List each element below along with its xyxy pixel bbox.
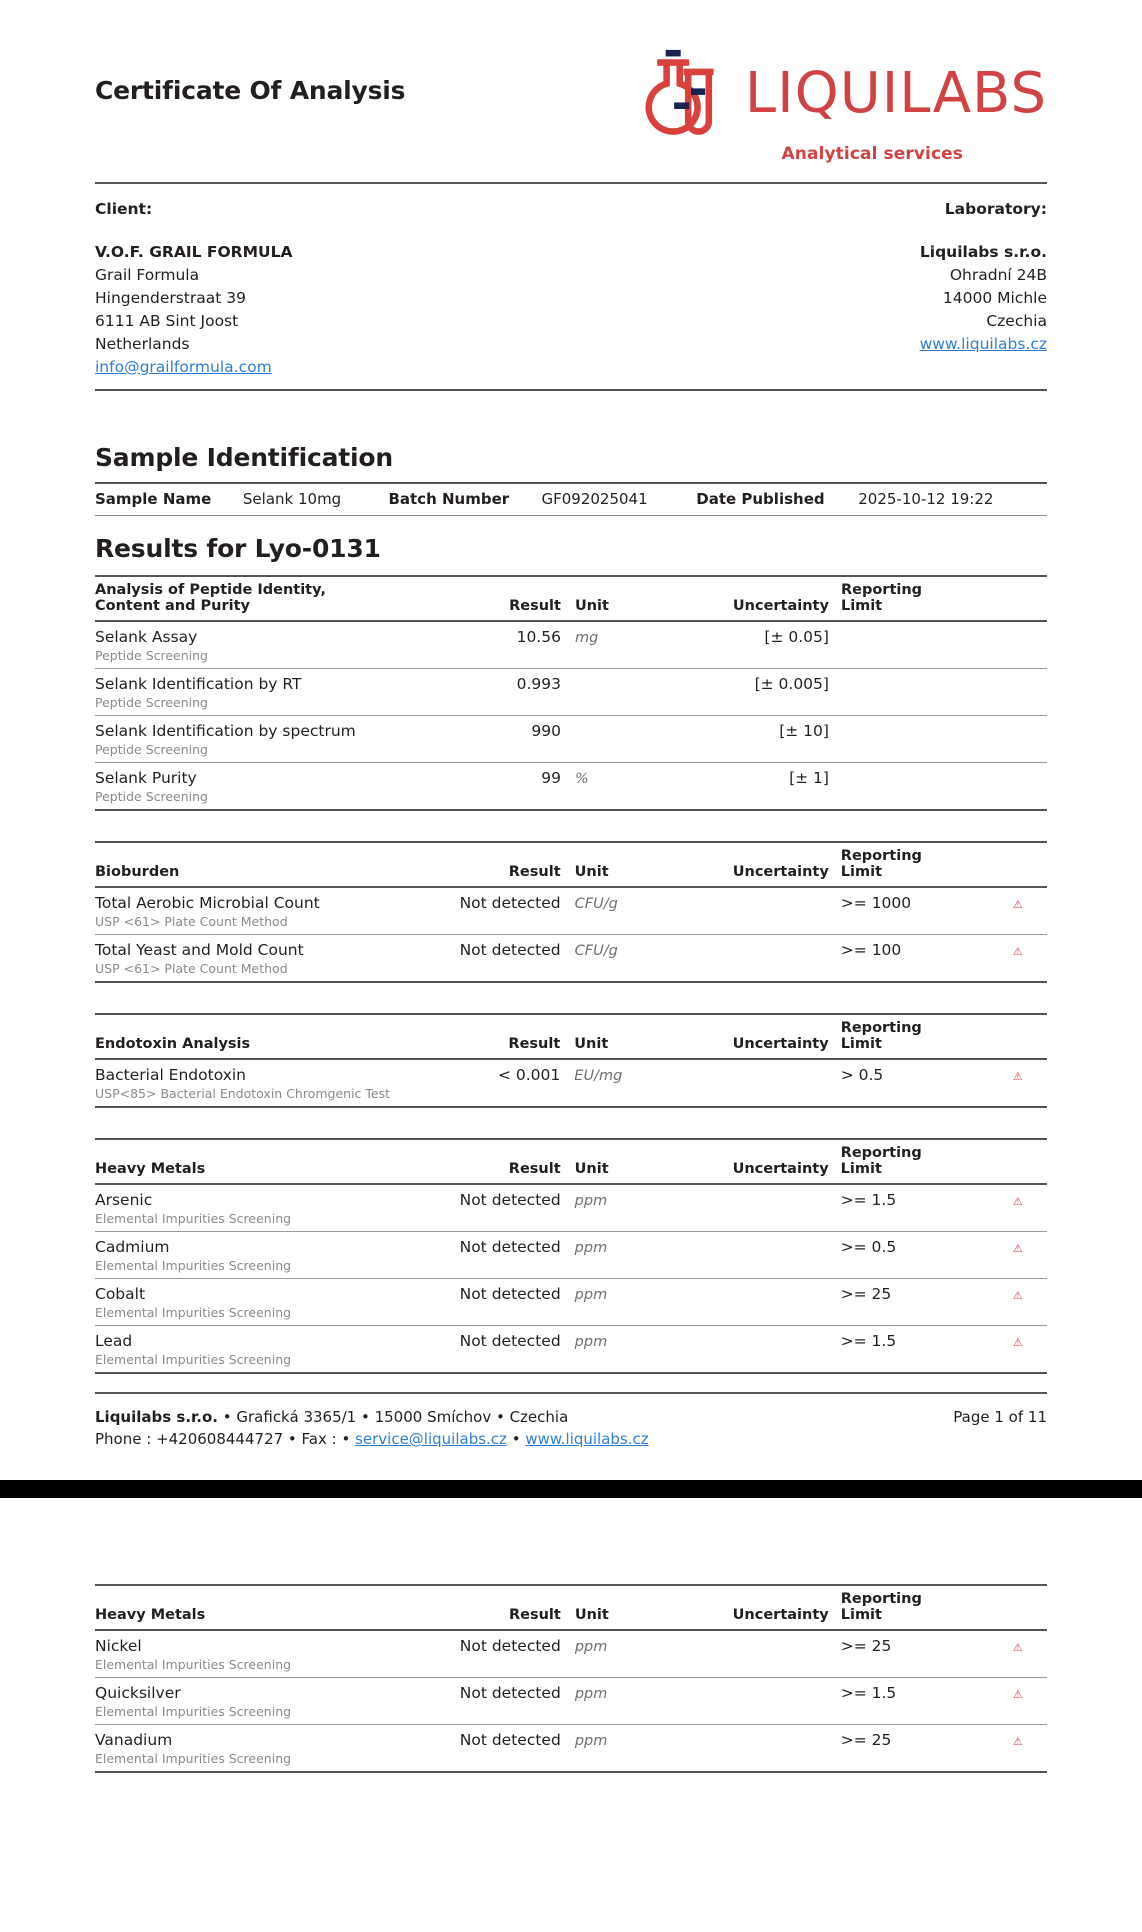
analyte-method: Elemental Impurities Screening (95, 1258, 292, 1273)
analyte-cell (95, 1678, 427, 1725)
column-header-category: Bioburden (95, 864, 180, 880)
uncertainty-value (682, 1326, 840, 1374)
analyte-cell (95, 1630, 427, 1678)
analyte-name: Total Aerobic Microbial Count (95, 894, 320, 912)
column-header-flag (989, 576, 1047, 621)
uncertainty-value (682, 887, 840, 935)
uncertainty-value (682, 1630, 840, 1678)
reporting-limit-value: >= 1000 (840, 894, 912, 912)
client-email-link[interactable]: info@grailformula.com (95, 358, 272, 376)
laboratory-address-line: 14000 Michle (942, 289, 1047, 307)
analyte-method: Elemental Impurities Screening (95, 1352, 292, 1367)
column-header-flag (989, 1014, 1047, 1059)
result-value: 0.993 (516, 675, 561, 693)
analyte-method: Elemental Impurities Screening (95, 1657, 292, 1672)
uncertainty-value (682, 1232, 840, 1279)
analyte-cell (95, 1279, 427, 1326)
column-header-uncertainty: Uncertainty (732, 864, 829, 880)
column-header-flag (989, 1585, 1047, 1630)
results-heading: Results for Lyo-0131 (95, 534, 381, 563)
sample-identification-table (95, 482, 1047, 516)
footer-fax-label: • Fax : • (283, 1430, 356, 1448)
flag-cell (989, 621, 1047, 669)
unit-value: ppm (574, 1733, 608, 1749)
column-header-result: Result (508, 864, 561, 880)
page-title: Certificate Of Analysis (95, 76, 406, 105)
column-header-reporting-limit: Reporting Limit (840, 1145, 922, 1177)
column-header-unit: Unit (574, 1607, 609, 1623)
analyte-method: Elemental Impurities Screening (95, 1704, 292, 1719)
results-table (95, 841, 1047, 983)
table-row (95, 763, 1047, 811)
uncertainty-value (682, 1279, 840, 1326)
uncertainty-value (682, 1725, 840, 1773)
column-header-unit: Unit (574, 598, 609, 614)
analyte-method: Peptide Screening (95, 695, 208, 710)
column-header-reporting-limit: Reporting Limit (840, 1591, 922, 1623)
analyte-name: Vanadium (95, 1731, 173, 1749)
analyte-cell (95, 1184, 427, 1232)
table-row (95, 1279, 1047, 1326)
laboratory-block (590, 198, 1047, 379)
client-address-line: 6111 AB Sint Joost (95, 312, 239, 330)
laboratory-heading: Laboratory: (944, 200, 1047, 218)
analyte-method: Elemental Impurities Screening (95, 1305, 292, 1320)
client-address-line: Netherlands (95, 335, 190, 353)
column-header-flag (989, 842, 1047, 887)
table-row (95, 1059, 1047, 1107)
reporting-limit-value: > 0.5 (840, 1066, 884, 1084)
analyte-method: Elemental Impurities Screening (95, 1751, 292, 1766)
unit-value: ppm (574, 1686, 608, 1702)
reporting-limit-value: >= 1.5 (840, 1684, 897, 1702)
analyte-name: Selank Identification by spectrum (95, 722, 356, 740)
analyte-method: Peptide Screening (95, 648, 208, 663)
analyte-name: Quicksilver (95, 1684, 181, 1702)
client-address-line: Hingenderstraat 39 (95, 289, 246, 307)
logo-tagline: Analytical services (781, 144, 963, 164)
brand-logo (636, 48, 1047, 164)
page-2-top-spacer (95, 1498, 1047, 1584)
analyte-name: Selank Purity (95, 769, 197, 787)
table-row (95, 887, 1047, 935)
unit-value: mg (574, 630, 599, 646)
analyte-name: Total Yeast and Mold Count (95, 941, 304, 959)
flag-cell (989, 1326, 1047, 1374)
reporting-limit-value: >= 0.5 (840, 1238, 897, 1256)
parties-section (95, 184, 1047, 389)
analyte-name: Nickel (95, 1637, 142, 1655)
uncertainty-value: [± 10] (779, 722, 829, 740)
client-address-line: Grail Formula (95, 266, 200, 284)
column-header-category: Analysis of Peptide Identity, Content and Purity (95, 582, 326, 614)
unit-value: ppm (574, 1287, 608, 1303)
uncertainty-value: [± 1] (789, 769, 829, 787)
column-header-category: Endotoxin Analysis (95, 1036, 251, 1052)
column-header-uncertainty: Uncertainty (732, 1036, 829, 1052)
analyte-name: Lead (95, 1332, 133, 1350)
reporting-limit-value (841, 716, 989, 763)
table-row (95, 1630, 1047, 1678)
column-header-result: Result (509, 598, 561, 614)
column-header-reporting-limit: Reporting Limit (840, 848, 922, 880)
footer-separator: • (506, 1430, 526, 1448)
footer-website-link[interactable]: www.liquilabs.cz (525, 1430, 649, 1448)
reporting-limit-value (841, 669, 989, 716)
warning-triangle-icon: ⚠ (1012, 1242, 1023, 1255)
client-block (95, 198, 552, 379)
unit-value (575, 716, 683, 763)
client-name: V.O.F. GRAIL FORMULA (95, 243, 293, 261)
sample-name-label: Sample Name (95, 490, 212, 508)
uncertainty-value: [± 0.005] (754, 675, 829, 693)
analyte-cell (95, 1326, 427, 1374)
warning-triangle-icon: ⚠ (1012, 1688, 1023, 1701)
result-value: Not detected (459, 1285, 561, 1303)
warning-triangle-icon: ⚠ (1012, 1195, 1023, 1208)
reporting-limit-value: >= 25 (840, 1731, 892, 1749)
unit-value: ppm (574, 1639, 608, 1655)
flag-cell (989, 1725, 1047, 1773)
flask-and-test-tube-icon (636, 48, 731, 140)
unit-value: CFU/g (574, 896, 618, 912)
flag-cell (989, 887, 1047, 935)
flag-cell (989, 935, 1047, 983)
date-published-value: 2025-10-12 19:22 (858, 490, 994, 508)
laboratory-name: Liquilabs s.r.o. (919, 243, 1047, 261)
analyte-name: Selank Assay (95, 628, 198, 646)
document-header (95, 0, 1047, 182)
footer-contact (95, 1406, 649, 1450)
warning-triangle-icon: ⚠ (1012, 1641, 1023, 1654)
page-separator-bar (0, 1480, 1142, 1498)
table-row (95, 1326, 1047, 1374)
analyte-method: USP <61> Plate Count Method (95, 914, 288, 929)
column-header-uncertainty: Uncertainty (732, 1161, 829, 1177)
warning-triangle-icon: ⚠ (1012, 1289, 1023, 1302)
column-header-unit: Unit (574, 1036, 609, 1052)
flag-cell (989, 1059, 1047, 1107)
reporting-limit-value: >= 100 (840, 941, 902, 959)
result-value: 10.56 (516, 628, 561, 646)
results-table (95, 1013, 1047, 1108)
flag-cell (989, 1630, 1047, 1678)
result-value: Not detected (459, 1731, 561, 1749)
table-row (95, 483, 1047, 516)
analyte-cell (95, 1232, 427, 1279)
analyte-cell (95, 669, 428, 716)
unit-value: CFU/g (574, 943, 618, 959)
parties-bottom-rule (95, 389, 1047, 391)
analyte-name: Selank Identification by RT (95, 675, 302, 693)
analyte-cell (95, 763, 428, 811)
result-value: Not detected (459, 1332, 561, 1350)
analyte-method: USP <61> Plate Count Method (95, 961, 288, 976)
analyte-cell (95, 1059, 427, 1107)
table-row (95, 621, 1047, 669)
unit-value: ppm (574, 1334, 608, 1350)
table-row (95, 716, 1047, 763)
warning-triangle-icon: ⚠ (1012, 1735, 1023, 1748)
uncertainty-value (682, 1059, 840, 1107)
flag-cell (989, 669, 1047, 716)
analyte-name: Bacterial Endotoxin (95, 1066, 247, 1084)
logo-wordmark: LIQUILABS (744, 61, 1047, 127)
page-footer (95, 1392, 1047, 1480)
reporting-limit-value: >= 25 (840, 1637, 892, 1655)
sample-name-value: Selank 10mg (242, 490, 342, 508)
sample-identification-heading: Sample Identification (95, 443, 393, 472)
flag-cell (989, 1232, 1047, 1279)
reporting-limit-value: >= 1.5 (840, 1191, 897, 1209)
column-header-unit: Unit (574, 1161, 609, 1177)
column-header-category: Heavy Metals (95, 1161, 206, 1177)
date-published-label: Date Published (696, 490, 825, 508)
table-row (95, 1184, 1047, 1232)
uncertainty-value (682, 935, 840, 983)
result-value: Not detected (459, 1238, 561, 1256)
result-value: Not detected (459, 941, 561, 959)
warning-triangle-icon: ⚠ (1012, 1336, 1023, 1349)
page-2-tables-container (95, 1584, 1047, 1773)
batch-number-value: GF092025041 (541, 490, 648, 508)
flag-cell (989, 716, 1047, 763)
footer-email-link[interactable]: service@liquilabs.cz (355, 1430, 507, 1448)
batch-number-label: Batch Number (388, 490, 510, 508)
column-header-result: Result (508, 1607, 561, 1623)
table-row (95, 1678, 1047, 1725)
table-row (95, 669, 1047, 716)
reporting-limit-value: >= 1.5 (840, 1332, 897, 1350)
analyte-cell (95, 887, 427, 935)
table-gap (95, 815, 1047, 841)
flag-cell (989, 1279, 1047, 1326)
unit-value: ppm (574, 1193, 608, 1209)
analyte-cell (95, 716, 428, 763)
unit-value: ppm (574, 1240, 608, 1256)
results-tables-container (95, 575, 1047, 1374)
unit-value (575, 669, 683, 716)
column-header-unit: Unit (574, 864, 609, 880)
analyte-cell (95, 1725, 427, 1773)
result-value: Not detected (459, 894, 561, 912)
unit-value: EU/mg (574, 1068, 623, 1084)
column-header-reporting-limit: Reporting Limit (840, 1020, 922, 1052)
result-value: Not detected (459, 1684, 561, 1702)
column-header-uncertainty: Uncertainty (732, 598, 829, 614)
table-gap (95, 987, 1047, 1013)
analyte-name: Cadmium (95, 1238, 170, 1256)
analyte-method: Peptide Screening (95, 789, 208, 804)
flag-cell (989, 763, 1047, 811)
result-value: 990 (531, 722, 561, 740)
laboratory-website-link[interactable]: www.liquilabs.cz (919, 335, 1047, 353)
warning-triangle-icon: ⚠ (1012, 945, 1023, 958)
results-table (95, 1584, 1047, 1773)
page-number: Page 1 of 11 (953, 1408, 1047, 1426)
result-value: < 0.001 (497, 1066, 561, 1084)
warning-triangle-icon: ⚠ (1012, 1070, 1023, 1083)
uncertainty-value (682, 1678, 840, 1725)
results-table (95, 1138, 1047, 1374)
analyte-name: Arsenic (95, 1191, 153, 1209)
result-value: Not detected (459, 1191, 561, 1209)
analyte-method: Elemental Impurities Screening (95, 1211, 292, 1226)
result-value: 99 (541, 769, 561, 787)
uncertainty-value (682, 1184, 840, 1232)
analyte-method: Peptide Screening (95, 742, 208, 757)
footer-phone-prefix: Phone : (95, 1430, 157, 1448)
table-gap (95, 1112, 1047, 1138)
result-value: Not detected (459, 1637, 561, 1655)
client-heading: Client: (95, 200, 153, 218)
page-2 (0, 1498, 1142, 1773)
footer-company: Liquilabs s.r.o. (95, 1408, 218, 1426)
uncertainty-value: [± 0.05] (764, 628, 829, 646)
table-row (95, 1725, 1047, 1773)
unit-value: % (574, 771, 589, 787)
column-header-flag (989, 1139, 1047, 1184)
warning-triangle-icon: ⚠ (1012, 898, 1023, 911)
laboratory-address-line: Czechia (986, 312, 1047, 330)
table-row (95, 935, 1047, 983)
results-table (95, 575, 1047, 811)
footer-address: • Grafická 3365/1 • 15000 Smíchov • Czechia (218, 1408, 569, 1426)
laboratory-address-line: Ohradní 24B (949, 266, 1047, 284)
column-header-result: Result (508, 1161, 561, 1177)
footer-phone: +420608444727 (156, 1430, 284, 1448)
reporting-limit-value: >= 25 (840, 1285, 892, 1303)
flag-cell (989, 1184, 1047, 1232)
reporting-limit-value (841, 621, 989, 669)
analyte-method: USP<85> Bacterial Endotoxin Chromgenic Test (95, 1086, 391, 1101)
analyte-name: Cobalt (95, 1285, 146, 1303)
column-header-category: Heavy Metals (95, 1607, 206, 1623)
reporting-limit-value (841, 763, 989, 811)
analyte-cell (95, 935, 427, 983)
column-header-uncertainty: Uncertainty (732, 1607, 829, 1623)
flag-cell (989, 1678, 1047, 1725)
table-row (95, 1232, 1047, 1279)
column-header-reporting-limit: Reporting Limit (840, 582, 923, 614)
column-header-result: Result (508, 1036, 561, 1052)
analyte-cell (95, 621, 428, 669)
